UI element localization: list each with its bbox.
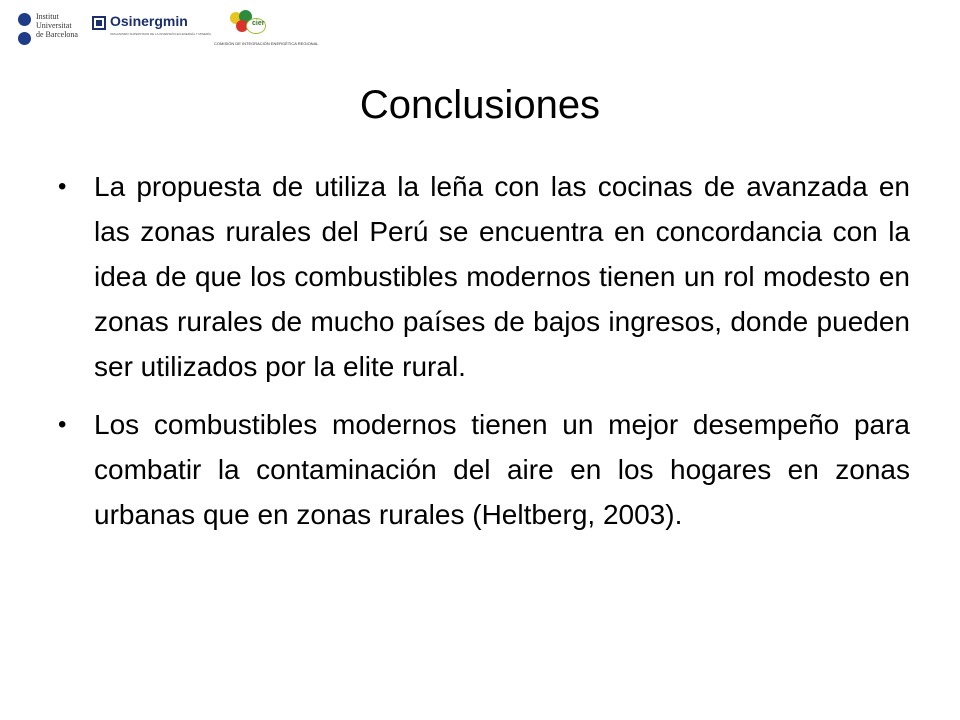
cier-subtitle: COMISIÓN DE INTEGRACIÓN ENERGÉTICA REGIONAL: [214, 41, 319, 46]
bullet-text: Los combustibles modernos tienen un mejor desempeño para combatir la contaminación del aire en los hogares en zonas urbanas que en zonas rurales (Heltberg, 2003).: [94, 409, 910, 530]
bullet-item: [58, 402, 910, 537]
slide-title: Conclusiones: [359, 83, 601, 127]
universitat-de-barcelona-logo: [18, 10, 80, 50]
ub-logo-text: Institut Universitat de Barcelona: [36, 12, 78, 39]
cier-logo: [214, 10, 324, 48]
logo-bar: [18, 10, 318, 50]
cier-word: cier: [252, 20, 265, 27]
osinergmin-name: Osinergmin: [110, 13, 188, 29]
osinergmin-emblem-icon: [92, 16, 106, 30]
osinergmin-logo: [92, 10, 212, 40]
bullet-list: [58, 164, 910, 550]
osinergmin-subtitle: ORGANISMO SUPERVISOR DE LA INVERSIÓN EN ENERGÍA Y MINERÍA: [110, 32, 212, 36]
bullet-icon: •: [58, 411, 67, 438]
ub-emblem-icon: [18, 13, 32, 47]
bullet-item: [58, 164, 910, 389]
bullet-text: La propuesta de utiliza la leña con las cocinas de avanzada en las zonas rurales del Perú se encuentra en concordancia con la idea de que los combustibles modernos tienen un rol modesto en zonas rurales de mucho países de bajos ingresos, donde pueden ser utilizados por la elite rural.: [94, 171, 910, 382]
bullet-icon: •: [58, 173, 67, 200]
